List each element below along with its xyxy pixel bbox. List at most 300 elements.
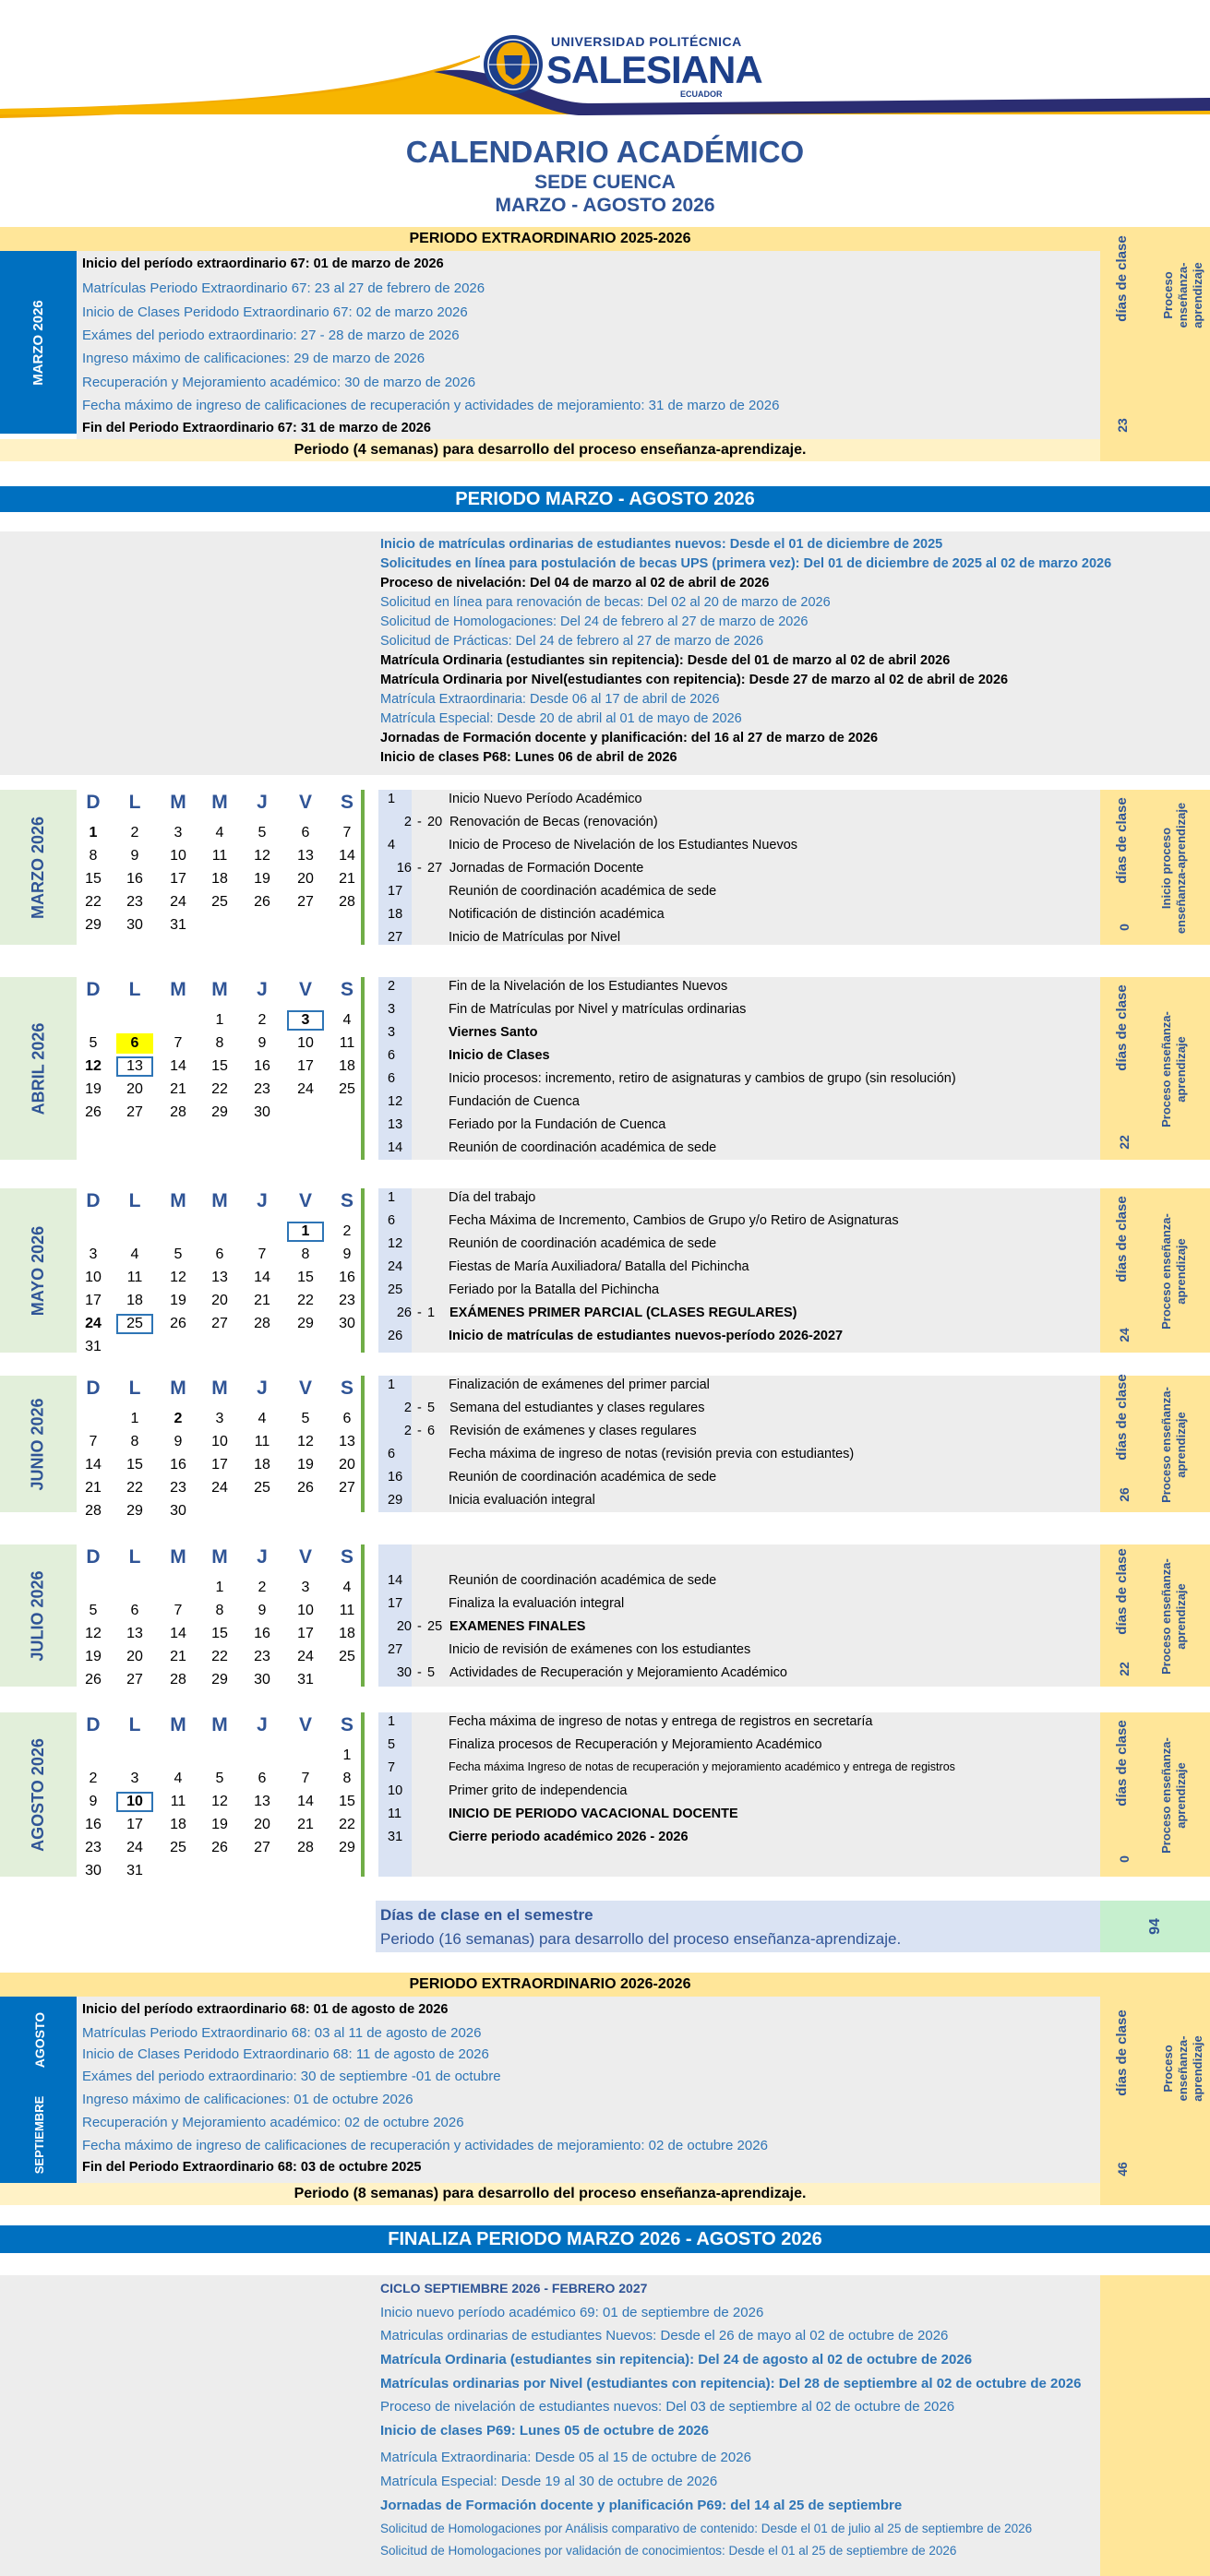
calendar-divider (361, 790, 365, 945)
calendar-day: 4 (342, 1012, 352, 1028)
calendar-day: 12 (85, 1058, 102, 1074)
calendar-divider (361, 1188, 365, 1353)
info-line: Solicitudes en línea para postulación de becas UPS (primera vez): Del 01 de diciembre de 2025 al 02 de marzo 2026 (380, 556, 1112, 571)
event-text: Inicio de Proceso de Nivelación de los Estudiantes Nuevos (449, 838, 798, 853)
calendar-day: 5 (301, 1411, 310, 1426)
calendar-day: 18 (254, 1457, 270, 1473)
calendar-day: 9 (174, 1434, 183, 1449)
calendar-day: 16 (126, 871, 143, 887)
info-line: Matrícula Extraordinaria: Desde 06 al 17 de abril de 2026 (380, 692, 720, 707)
calendar-day: 11 (254, 1434, 270, 1449)
calendar-day: 10 (116, 1792, 153, 1812)
weekday-header: L (128, 1377, 141, 1399)
weekday-header: J (257, 1377, 268, 1399)
info-line: Jornadas de Formación docente y planificación: del 16 al 27 de marzo de 2026 (380, 731, 879, 745)
weekday-header: D (86, 1190, 101, 1211)
calendar-day: 25 (339, 1081, 355, 1097)
calendar-day: 2 (258, 1580, 267, 1595)
extra1-days-label: días de clase (1114, 235, 1130, 322)
calendar-day: 16 (254, 1058, 270, 1074)
calendar-day: 22 (211, 1081, 228, 1097)
calendar-day: 24 (85, 1316, 102, 1331)
month-process-label: Inicio proceso enseñanza-aprendizaje (1159, 802, 1188, 935)
event-text: Inicio de revisión de exámenes con los estudiantes (449, 1642, 751, 1657)
month-process-label: Proceso enseñanza-aprendizaje (1159, 1558, 1188, 1675)
weekday-header: M (211, 979, 228, 1000)
calendar-day: 20 (339, 1457, 355, 1473)
calendar-day: 31 (170, 917, 186, 933)
event-text: Reunión de coordinación académica de sede (449, 1140, 717, 1155)
event-day: 7 (388, 1760, 396, 1775)
calendar-divider (361, 1376, 365, 1512)
weekday-header: L (128, 1714, 141, 1735)
calendar-day: 20 (126, 1081, 143, 1097)
calendar-day: 26 (170, 1316, 186, 1331)
month-side-wrapper (0, 1188, 77, 1353)
event-text: Fecha máxima de ingreso de notas (revisión previa con estudiantes) (449, 1447, 855, 1461)
event-day-end: 20 (427, 815, 443, 829)
calendar-day: 27 (211, 1316, 228, 1331)
calendar-day: 9 (130, 848, 139, 864)
weekday-header: M (211, 792, 228, 813)
calendar-day: 20 (126, 1649, 143, 1664)
event-text: Finaliza la evaluación integral (449, 1596, 625, 1611)
month-days-label: días de clase (1114, 1374, 1130, 1461)
calendar-day: 20 (297, 871, 314, 887)
weekday-header: M (170, 979, 186, 1000)
event-range-dash: - (417, 1619, 422, 1634)
weekday-header: V (298, 792, 312, 813)
calendar-day: 8 (215, 1603, 224, 1618)
weekday-header: J (257, 792, 268, 813)
month-events-bg (378, 1376, 1100, 1512)
event-text: Inicio de Matrículas por Nivel (449, 930, 621, 945)
calendar-day: 19 (254, 871, 270, 887)
calendar-day: 6 (258, 1771, 267, 1786)
calendar-day: 13 (211, 1270, 228, 1285)
weekday-header: D (86, 1546, 101, 1568)
next-cycle-line: Matrícula Ordinaria (estudiantes sin repitencia): Del 24 de agosto al 02 de octubre de 2026 (380, 2352, 973, 2367)
extra2-header: PERIODO EXTRAORDINARIO 2026-2026 (0, 1973, 1100, 1997)
calendar-day: 28 (170, 1672, 186, 1688)
calendar-day: 10 (211, 1434, 228, 1449)
calendar-day: 16 (170, 1457, 186, 1473)
calendar-day: 29 (211, 1104, 228, 1120)
weekday-header: S (340, 792, 353, 813)
calendar-day: 8 (130, 1434, 139, 1449)
calendar-day: 22 (126, 1480, 143, 1496)
calendar-day: 18 (126, 1293, 143, 1308)
next-cycle-right-strip (1100, 2275, 1210, 2576)
weekday-header: S (340, 979, 353, 1000)
month-name: JUNIO 2026 (29, 1397, 47, 1491)
event-day: 3 (388, 1002, 396, 1017)
next-cycle-line: Matrícula Extraordinaria: Desde 05 al 15 de octubre de 2026 (380, 2450, 751, 2465)
event-day: 10 (388, 1783, 403, 1798)
extra2-line: Ingreso máximo de calificaciones: 01 de octubre 2026 (82, 2092, 413, 2107)
calendar-day: 1 (89, 825, 98, 841)
summary-period: Periodo (16 semanas) para desarrollo del proceso enseñanza-aprendizaje. (380, 1930, 902, 1948)
month-block (0, 1188, 1210, 1364)
weekday-header: M (170, 1546, 186, 1568)
event-text: Fecha máxima Ingreso de notas de recuperación y mejoramiento académico y entrega de registros (449, 1760, 955, 1773)
calendar-day: 30 (254, 1672, 270, 1688)
event-day-column (378, 1376, 412, 1512)
event-day: 6 (388, 1213, 396, 1228)
extra2-side-label: AGOSTO SEPTIEMBRE (0, 1997, 77, 2183)
calendar-divider (361, 1544, 365, 1687)
month-name: JULIO 2026 (29, 1569, 47, 1662)
month-days-label: días de clase (1114, 1548, 1130, 1635)
event-text: Inicio de Clases (449, 1048, 550, 1063)
extra1-side-label: MARZO 2026 (0, 251, 77, 434)
page-subtitle-period: MARZO - AGOSTO 2026 (495, 195, 715, 216)
month-days-count: 22 (1117, 1135, 1132, 1150)
extra2-line: Recuperación y Mejoramiento académico: 02 de octubre 2026 (82, 2115, 464, 2130)
month-side-label (0, 1188, 77, 1353)
event-day: 4 (388, 838, 396, 853)
month-side-label (0, 977, 77, 1160)
page-title: CALENDARIO ACADÉMICO (405, 135, 805, 169)
calendar-day: 18 (339, 1058, 355, 1074)
calendar-day: 28 (170, 1104, 186, 1120)
calendar-day: 3 (130, 1771, 139, 1786)
calendar-day: 30 (85, 1863, 102, 1878)
extra1-line: Exámes del periodo extraordinario: 27 - 28 de marzo de 2026 (82, 328, 460, 343)
event-text: Reunión de coordinación académica de sede (449, 1470, 717, 1485)
calendar-day: 24 (297, 1649, 314, 1664)
calendar-day: 1 (342, 1747, 352, 1763)
calendar-day: 20 (254, 1817, 270, 1832)
event-day: 31 (388, 1830, 403, 1844)
extra2-line: Inicio de Clases Peridodo Extraordinario 68: 11 de agosto de 2026 (82, 2046, 489, 2062)
calendar-day: 17 (211, 1457, 228, 1473)
event-day: 29 (388, 1493, 403, 1508)
weekday-header: D (86, 792, 101, 813)
event-range-dash: - (417, 1424, 422, 1438)
next-cycle-line: Matrícula Especial: Desde 19 al 30 de octubre de 2026 (380, 2474, 718, 2489)
month-process-label: Proceso enseñanza-aprendizaje (1159, 1737, 1188, 1854)
calendar-day: 15 (297, 1270, 314, 1285)
calendar-day: 3 (174, 825, 183, 841)
calendar-day: 7 (174, 1035, 183, 1051)
event-text: Renovación de Becas (renovación) (449, 815, 658, 829)
extra1-line: Ingreso máximo de calificaciones: 29 de marzo de 2026 (82, 351, 425, 366)
extra2-footer: Periodo (8 semanas) para desarrollo del proceso enseñanza-aprendizaje. (0, 2183, 1100, 2205)
calendar-day: 12 (254, 848, 270, 864)
month-block (0, 1544, 1210, 1698)
logo-line-3: ECUADOR (680, 89, 723, 99)
event-day: 1 (388, 1190, 396, 1205)
calendar-day: 14 (85, 1457, 102, 1473)
event-text: Fecha máxima de ingreso de notas y entrega de registros en secretaría (449, 1714, 873, 1729)
calendar-day: 30 (170, 1503, 186, 1519)
calendar-day: 11 (126, 1270, 143, 1285)
next-cycle-line: CICLO SEPTIEMBRE 2026 - FEBRERO 2027 (380, 2281, 648, 2296)
event-text: Notificación de distinción académica (449, 907, 665, 922)
calendar-day: 21 (254, 1293, 270, 1308)
extra1-line: Matrículas Periodo Extraordinario 67: 23 al 27 de febrero de 2026 (82, 280, 485, 296)
extra1-line: Inicio del período extraordinario 67: 01 de marzo de 2026 (82, 256, 444, 271)
calendar-divider (361, 1712, 365, 1877)
calendar-day: 5 (89, 1035, 98, 1051)
month-days-count: 24 (1117, 1328, 1132, 1342)
calendar-day: 17 (170, 871, 186, 887)
calendar-day: 13 (297, 848, 314, 864)
weekday-header: M (211, 1190, 228, 1211)
calendar-day: 14 (339, 848, 355, 864)
event-text: EXÁMENES PRIMER PARCIAL (CLASES REGULARES) (449, 1306, 797, 1320)
calendar-day: 26 (211, 1840, 228, 1855)
calendar-day: 14 (170, 1058, 186, 1074)
event-text: Feriado por la Fundación de Cuenca (449, 1117, 666, 1132)
calendar-day: 7 (301, 1771, 310, 1786)
calendar-day: 8 (89, 848, 98, 864)
calendar-day: 22 (297, 1293, 314, 1308)
event-text: Cierre periodo académico 2026 - 2026 (449, 1830, 689, 1844)
month-side-label (0, 1376, 77, 1512)
calendar-day: 1 (287, 1222, 324, 1242)
logo-line-1: UNIVERSIDAD POLITÉCNICA (551, 34, 742, 49)
calendar-day: 23 (254, 1081, 270, 1097)
event-text: Fin de Matrículas por Nivel y matrículas ordinarias (449, 1002, 747, 1017)
event-text: Revisión de exámenes y clases regulares (449, 1424, 697, 1438)
event-day: 6 (388, 1071, 396, 1086)
month-side-label (0, 790, 77, 945)
calendar-day: 24 (126, 1840, 143, 1855)
event-day: 16 (388, 1470, 403, 1485)
weekday-header: L (128, 1546, 141, 1568)
weekday-header: M (170, 1190, 186, 1211)
event-day: 26 (396, 1306, 412, 1320)
month-days-label: días de clase (1114, 1196, 1130, 1282)
calendar-day: 29 (85, 917, 102, 933)
calendar-day: 21 (170, 1081, 186, 1097)
calendar-day: 14 (170, 1626, 186, 1641)
calendar-day: 1 (215, 1012, 224, 1028)
final-header: FINALIZA PERIODO MARZO 2026 - AGOSTO 2026 (0, 2225, 1210, 2253)
extra1-line: Inicio de Clases Peridodo Extraordinario 67: 02 de marzo 2026 (82, 304, 468, 320)
calendar-day: 19 (297, 1457, 314, 1473)
calendar-day: 13 (126, 1626, 143, 1641)
next-cycle-line: Matriculas ordinarias de estudiantes Nuevos: Desde el 26 de mayo al 02 de octubre de 2026 (380, 2328, 949, 2343)
calendar-day: 7 (342, 825, 352, 841)
calendar-day: 21 (339, 871, 355, 887)
event-text: Viernes Santo (449, 1025, 538, 1040)
event-text: Actividades de Recuperación y Mejoramiento Académico (449, 1665, 787, 1680)
month-block (0, 790, 1210, 956)
calendar-day: 26 (254, 894, 270, 910)
calendar-day: 25 (254, 1480, 270, 1496)
weekday-header: S (340, 1546, 353, 1568)
calendar-day: 3 (287, 1010, 324, 1031)
extra1-line: Recuperación y Mejoramiento académico: 30 de marzo de 2026 (82, 375, 476, 390)
calendar-day: 21 (85, 1480, 102, 1496)
calendar-day: 3 (215, 1411, 224, 1426)
calendar-day: 12 (211, 1794, 228, 1809)
calendar-day: 7 (174, 1603, 183, 1618)
calendar-day: 10 (170, 848, 186, 864)
calendar-day: 17 (297, 1058, 314, 1074)
calendar-divider (361, 977, 365, 1160)
calendar-day: 30 (254, 1104, 270, 1120)
extra2-line: Fecha máximo de ingreso de calificaciones de recuperación y actividades de mejoramiento: 02 de octubre 2026 (82, 2138, 768, 2153)
month-side-wrapper (0, 1544, 77, 1687)
event-range-dash: - (417, 1306, 422, 1320)
event-day: 1 (388, 1714, 396, 1729)
calendar-day: 13 (254, 1794, 270, 1809)
calendar-day: 28 (254, 1316, 270, 1331)
weekday-header: M (170, 792, 186, 813)
calendar-day: 4 (130, 1246, 139, 1262)
calendar-day: 1 (130, 1411, 139, 1426)
calendar-day: 5 (174, 1246, 183, 1262)
calendar-day: 14 (297, 1794, 314, 1809)
calendar-day: 16 (339, 1270, 355, 1285)
weekday-header: M (170, 1714, 186, 1735)
calendar-day: 4 (342, 1580, 352, 1595)
calendar-day: 4 (258, 1411, 267, 1426)
calendar-day: 22 (339, 1817, 355, 1832)
calendar-day: 27 (126, 1104, 143, 1120)
calendar-day: 9 (258, 1603, 267, 1618)
calendar-day: 10 (297, 1035, 314, 1051)
logo-line-2: SALESIANA (546, 48, 762, 91)
info-line: Inicio de matrículas ordinarias de estudiantes nuevos: Desde el 01 de diciembre de 2025 (380, 537, 943, 552)
month-side-label (0, 1544, 77, 1687)
calendar-day: 3 (89, 1246, 98, 1262)
weekday-header: L (128, 792, 141, 813)
weekday-header: S (340, 1377, 353, 1399)
event-day: 18 (388, 907, 403, 922)
event-text: EXAMENES FINALES (449, 1619, 586, 1634)
event-text: Reunión de coordinación académica de sede (449, 884, 717, 899)
event-day: 5 (388, 1737, 396, 1752)
next-cycle-line: Inicio nuevo período académico 69: 01 de septiembre de 2026 (380, 2305, 764, 2320)
event-day: 2 (403, 1424, 412, 1438)
weekday-header: J (257, 1190, 268, 1211)
event-day: 30 (396, 1665, 412, 1680)
calendar-day: 1 (215, 1580, 224, 1595)
month-side-wrapper (0, 1712, 77, 1877)
period-header: PERIODO MARZO - AGOSTO 2026 (0, 486, 1210, 512)
info-line: Matrícula Ordinaria (estudiantes sin repitencia): Desde del 01 de marzo al 02 de abril 2026 (380, 653, 951, 668)
calendar-day: 15 (211, 1626, 228, 1641)
extra2-line: Exámes del periodo extraordinario: 30 de septiembre -01 de octubre (82, 2069, 501, 2084)
calendar-day: 10 (297, 1603, 314, 1618)
event-day-end: 27 (427, 861, 443, 876)
calendar-day: 5 (215, 1771, 224, 1786)
info-line: Solicitud de Homologaciones: Del 24 de febrero al 27 de marzo de 2026 (380, 614, 809, 629)
event-text: Semana del estudiantes y clases regulares (449, 1401, 705, 1415)
calendar-day: 24 (170, 894, 186, 910)
event-day: 6 (388, 1447, 396, 1461)
weekday-header: V (298, 1714, 312, 1735)
month-days-count: 0 (1117, 924, 1132, 931)
next-cycle-line: Solicitud de Homologaciones por validación de conocimientos: Desde el 01 al 25 de septiembre de 2026 (380, 2544, 957, 2558)
event-text: Fiestas de María Auxiliadora/ Batalla del Pichincha (449, 1259, 749, 1274)
extra2-days-count: 46 (1115, 2162, 1130, 2176)
calendar-day: 7 (258, 1246, 267, 1262)
calendar-day: 28 (339, 894, 355, 910)
event-text: Inicio de matrículas de estudiantes nuevos-período 2026-2027 (449, 1329, 844, 1343)
month-name: AGOSTO 2026 (29, 1737, 48, 1852)
calendar-day: 6 (215, 1246, 224, 1262)
event-day: 6 (388, 1048, 396, 1063)
month-block (0, 1376, 1210, 1523)
calendar-day: 8 (301, 1246, 310, 1262)
month-process-label: Proceso enseñanza-aprendizaje (1159, 1011, 1188, 1127)
month-name: MARZO 2026 (29, 816, 48, 919)
extra1-line: Fin del Periodo Extraordinario 67: 31 de marzo de 2026 (82, 421, 431, 435)
calendar-day: 28 (297, 1840, 314, 1855)
calendar-day: 27 (339, 1480, 355, 1496)
weekday-header: M (211, 1714, 228, 1735)
event-text: Fin de la Nivelación de los Estudiantes Nuevos (449, 979, 728, 994)
extra2-days-label: días de clase (1114, 2010, 1130, 2096)
weekday-header: M (170, 1377, 186, 1399)
calendar-day: 15 (85, 871, 102, 887)
calendar-day: 22 (211, 1649, 228, 1664)
weekday-header: J (257, 979, 268, 1000)
calendar-day: 6 (342, 1411, 352, 1426)
calendar-day: 6 (301, 825, 310, 841)
calendar-day: 23 (85, 1840, 102, 1855)
calendar-day: 12 (297, 1434, 314, 1449)
calendar-day: 31 (85, 1339, 102, 1354)
calendar-day: 18 (211, 871, 228, 887)
event-day-end: 6 (427, 1424, 436, 1438)
extra1-process-label: Proceso enseñanza-aprendizaje (1161, 262, 1204, 328)
calendar-day: 12 (85, 1626, 102, 1641)
weekday-header: J (257, 1714, 268, 1735)
calendar-day: 25 (211, 894, 228, 910)
calendar-day: 27 (254, 1840, 270, 1855)
next-cycle-line: Jornadas de Formación docente y planificación P69: del 14 al 25 de septiembre (380, 2498, 903, 2513)
calendar-day: 23 (170, 1480, 186, 1496)
event-text: INICIO DE PERIODO VACACIONAL DOCENTE (449, 1807, 738, 1821)
next-cycle-line: Inicio de clases P69: Lunes 05 de octubre de 2026 (380, 2423, 709, 2439)
calendar-day: 31 (297, 1672, 314, 1688)
event-text: Inicia evaluación integral (449, 1493, 595, 1508)
month-side-wrapper (0, 1376, 77, 1512)
weekday-header: S (340, 1714, 353, 1735)
extra2-line: Matrículas Periodo Extraordinario 68: 03 al 11 de agosto de 2026 (82, 2025, 482, 2041)
month-process-label: Proceso enseñanza-aprendizaje (1159, 1213, 1188, 1330)
calendar-day: 30 (126, 917, 143, 933)
event-day: 26 (388, 1329, 403, 1343)
info-line: Matrícula Especial: Desde 20 de abril al 01 de mayo de 2026 (380, 711, 742, 726)
extra1-line: Fecha máximo de ingreso de calificaciones de recuperación y actividades de mejoramiento: 31 de marzo de 2026 (82, 398, 780, 413)
event-day: 12 (388, 1236, 403, 1251)
calendar-day: 10 (85, 1270, 102, 1285)
next-cycle-line: Matrículas ordinarias por Nivel (estudiantes con repitencia): Del 28 de septiembre al 02 de octubre de 2026 (380, 2376, 1082, 2391)
event-text: Inicio procesos: incremento, retiro de asignaturas y cambios de grupo (sin resolución) (449, 1071, 956, 1086)
next-cycle-line: Proceso de nivelación de estudiantes nuevos: Del 03 de septiembre al 02 de octubre de 2026 (380, 2399, 955, 2415)
event-text: Finalización de exámenes del primer parcial (449, 1377, 710, 1392)
event-day: 12 (388, 1094, 403, 1109)
month-days-count: 0 (1117, 1855, 1132, 1863)
calendar-day: 19 (85, 1649, 102, 1664)
event-day: 24 (388, 1259, 403, 1274)
event-day-end: 1 (427, 1306, 436, 1320)
event-day: 17 (388, 1596, 403, 1611)
weekday-header: M (211, 1546, 228, 1568)
event-text: Inicio Nuevo Período Académico (449, 792, 642, 806)
info-line: Solicitud de Prácticas: Del 24 de febrero al 27 de marzo de 2026 (380, 634, 764, 649)
event-day: 11 (388, 1807, 402, 1821)
info-line: Matrícula Ordinaria por Nivel(estudiantes con repitencia): Desde 27 de marzo al 02 de abril de 2026 (380, 673, 1009, 687)
